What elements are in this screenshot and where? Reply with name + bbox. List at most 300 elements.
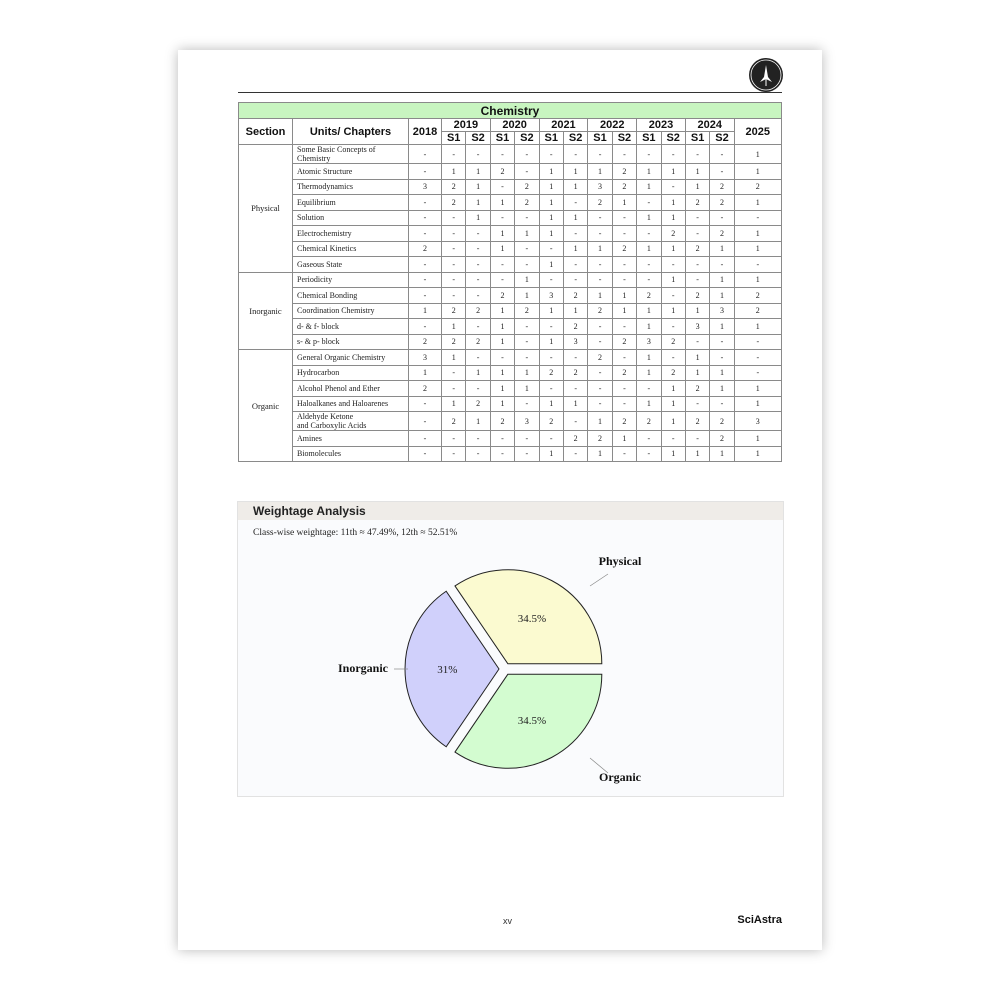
question-count-cell: - (466, 319, 490, 335)
col-header-section: Section (239, 119, 293, 145)
question-count-cell: - (637, 272, 661, 288)
question-count-cell: - (409, 431, 442, 447)
question-count-cell: 2 (539, 365, 563, 381)
chapter-name: Haloalkanes and Haloarenes (293, 396, 409, 412)
question-count-cell: - (612, 319, 636, 335)
col-header-units: Units/ Chapters (293, 119, 409, 145)
question-count-cell: 2 (466, 396, 490, 412)
question-count-cell: 1 (539, 396, 563, 412)
question-count-cell: - (612, 226, 636, 242)
question-count-cell: - (539, 319, 563, 335)
question-count-cell: 2 (442, 179, 466, 195)
chapter-name: Atomic Structure (293, 164, 409, 180)
chapter-name: Coordination Chemistry (293, 303, 409, 319)
question-count-cell: 2 (466, 334, 490, 350)
question-count-cell: 2 (588, 431, 612, 447)
question-count-cell: - (466, 226, 490, 242)
question-count-cell: - (515, 396, 539, 412)
question-count-cell: 1 (661, 303, 685, 319)
question-count-cell: - (442, 210, 466, 226)
question-count-cell: 2 (515, 179, 539, 195)
question-count-cell: 2 (612, 179, 636, 195)
question-count-cell: - (612, 350, 636, 366)
question-count-cell: 1 (612, 303, 636, 319)
chapter-name: General Organic Chemistry (293, 350, 409, 366)
question-count-cell: - (515, 257, 539, 273)
question-count-cell: - (612, 381, 636, 397)
chemistry-pyq-table (238, 102, 782, 462)
question-count-cell: 1 (637, 210, 661, 226)
weightage-pie-chart (238, 502, 783, 796)
question-count-cell: 3 (539, 288, 563, 304)
question-count-cell: 1 (637, 241, 661, 257)
col-header-s1: S1 (490, 132, 514, 145)
question-count-cell: 1 (612, 195, 636, 211)
col-header-year: 2024 (685, 119, 734, 132)
question-count-cell: 1 (734, 319, 781, 335)
chapter-name: Equilibrium (293, 195, 409, 211)
question-count-cell: - (734, 365, 781, 381)
question-count-cell: 1 (490, 195, 514, 211)
question-count-cell: 2 (515, 303, 539, 319)
question-count-cell: - (637, 226, 661, 242)
question-count-cell: - (685, 257, 709, 273)
question-count-cell: 1 (588, 164, 612, 180)
question-count-cell: 2 (563, 319, 587, 335)
question-count-cell: - (409, 257, 442, 273)
question-count-cell: 1 (539, 303, 563, 319)
table-row (239, 241, 782, 257)
question-count-cell: 1 (490, 381, 514, 397)
question-count-cell: 1 (466, 164, 490, 180)
question-count-cell: 1 (490, 303, 514, 319)
question-count-cell: 1 (442, 164, 466, 180)
table-row (239, 195, 782, 211)
question-count-cell: 1 (734, 164, 781, 180)
question-count-cell: - (442, 381, 466, 397)
question-count-cell: - (515, 210, 539, 226)
question-count-cell: - (409, 210, 442, 226)
question-count-cell: - (515, 319, 539, 335)
table-row (239, 350, 782, 366)
question-count-cell: 3 (409, 179, 442, 195)
question-count-cell: 1 (685, 446, 709, 462)
question-count-cell: 2 (612, 365, 636, 381)
question-count-cell: 1 (409, 303, 442, 319)
question-count-cell: - (685, 431, 709, 447)
pie-category-label: Physical (598, 554, 642, 568)
question-count-cell: - (409, 412, 442, 431)
col-header-2025: 2025 (734, 119, 781, 145)
question-count-cell: - (442, 365, 466, 381)
question-count-cell: 1 (490, 226, 514, 242)
question-count-cell: 1 (661, 272, 685, 288)
question-count-cell: 1 (515, 365, 539, 381)
question-count-cell: 1 (442, 319, 466, 335)
document-page (178, 50, 822, 950)
table-row (239, 365, 782, 381)
question-count-cell: - (466, 350, 490, 366)
question-count-cell: 1 (539, 210, 563, 226)
question-count-cell: 1 (710, 446, 734, 462)
question-count-cell: 2 (588, 350, 612, 366)
question-count-cell: 1 (588, 241, 612, 257)
question-count-cell: 2 (612, 241, 636, 257)
question-count-cell: 2 (409, 334, 442, 350)
question-count-cell: - (466, 446, 490, 462)
question-count-cell: - (637, 257, 661, 273)
question-count-cell: 1 (661, 241, 685, 257)
question-count-cell: - (588, 334, 612, 350)
question-count-cell: 2 (710, 412, 734, 431)
chapter-name: Chemical Kinetics (293, 241, 409, 257)
question-count-cell: 1 (588, 446, 612, 462)
chapter-name: Thermodynamics (293, 179, 409, 195)
question-count-cell: 2 (490, 164, 514, 180)
col-header-s1: S1 (539, 132, 563, 145)
question-count-cell: - (409, 164, 442, 180)
question-count-cell: 1 (442, 350, 466, 366)
col-header-s2: S2 (661, 132, 685, 145)
question-count-cell: 2 (490, 288, 514, 304)
question-count-cell: 1 (539, 226, 563, 242)
question-count-cell: - (563, 195, 587, 211)
question-count-cell: - (442, 145, 466, 164)
question-count-cell: 2 (466, 303, 490, 319)
question-count-cell: 1 (710, 272, 734, 288)
question-count-cell: - (409, 145, 442, 164)
question-count-cell: 1 (563, 303, 587, 319)
question-count-cell: - (442, 431, 466, 447)
question-count-cell: - (710, 257, 734, 273)
question-count-cell: - (563, 412, 587, 431)
question-count-cell: - (612, 145, 636, 164)
question-count-cell: 1 (442, 396, 466, 412)
question-count-cell: 1 (661, 195, 685, 211)
question-count-cell: 2 (515, 195, 539, 211)
question-count-cell: 2 (612, 412, 636, 431)
question-count-cell: 3 (685, 319, 709, 335)
question-count-cell: 3 (710, 303, 734, 319)
question-count-cell: - (661, 257, 685, 273)
question-count-cell: - (685, 334, 709, 350)
question-count-cell: - (661, 319, 685, 335)
question-count-cell: - (588, 272, 612, 288)
question-count-cell: - (539, 241, 563, 257)
chapter-name: Aldehyde Ketone and Carboxylic Acids (293, 412, 409, 431)
question-count-cell: - (539, 145, 563, 164)
col-header-year: 2021 (539, 119, 588, 132)
question-count-cell: - (490, 145, 514, 164)
question-count-cell: - (563, 350, 587, 366)
question-count-cell: - (466, 272, 490, 288)
col-header-year: 2019 (442, 119, 491, 132)
question-count-cell: 1 (515, 288, 539, 304)
question-count-cell: 2 (710, 195, 734, 211)
question-count-cell: 1 (637, 365, 661, 381)
chapter-name: Chemical Bonding (293, 288, 409, 304)
question-count-cell: - (710, 334, 734, 350)
question-count-cell: - (734, 350, 781, 366)
question-count-cell: - (588, 210, 612, 226)
question-count-cell: - (442, 288, 466, 304)
question-count-cell: - (490, 350, 514, 366)
brand-name: SciAstra (737, 914, 782, 926)
question-count-cell: 1 (661, 412, 685, 431)
question-count-cell: - (710, 145, 734, 164)
question-count-cell: - (661, 431, 685, 447)
question-count-cell: - (685, 272, 709, 288)
question-count-cell: - (442, 446, 466, 462)
question-count-cell: - (734, 210, 781, 226)
question-count-cell: 3 (637, 334, 661, 350)
question-count-cell: 1 (734, 431, 781, 447)
question-count-cell: 1 (734, 145, 781, 164)
question-count-cell: 2 (685, 241, 709, 257)
table-row (239, 226, 782, 242)
question-count-cell: 3 (563, 334, 587, 350)
question-count-cell: - (734, 257, 781, 273)
question-count-cell: - (539, 431, 563, 447)
table-row (239, 381, 782, 397)
weightage-analysis-panel (237, 501, 784, 797)
question-count-cell: - (710, 210, 734, 226)
question-count-cell: 1 (563, 179, 587, 195)
table-row (239, 412, 782, 431)
question-count-cell: 2 (734, 179, 781, 195)
question-count-cell: 2 (661, 334, 685, 350)
pie-leader-line (590, 574, 608, 586)
col-header-2018: 2018 (409, 119, 442, 145)
chapter-name: Some Basic Concepts of Chemistry (293, 145, 409, 164)
pie-category-label: Organic (599, 770, 641, 784)
question-count-cell: - (515, 164, 539, 180)
question-count-cell: 1 (661, 210, 685, 226)
question-count-cell: - (588, 145, 612, 164)
question-count-cell: 1 (710, 288, 734, 304)
question-count-cell: - (466, 241, 490, 257)
question-count-cell: 1 (637, 396, 661, 412)
question-count-cell: - (661, 179, 685, 195)
question-count-cell: - (409, 446, 442, 462)
question-count-cell: 1 (466, 412, 490, 431)
question-count-cell: 1 (409, 365, 442, 381)
col-header-year: 2023 (637, 119, 686, 132)
question-count-cell: 1 (685, 365, 709, 381)
question-count-cell: 1 (563, 396, 587, 412)
question-count-cell: - (409, 272, 442, 288)
question-count-cell: 1 (490, 319, 514, 335)
col-header-year: 2020 (490, 119, 539, 132)
question-count-cell: 1 (637, 350, 661, 366)
question-count-cell: 3 (515, 412, 539, 431)
question-count-cell: - (515, 241, 539, 257)
question-count-cell: - (588, 319, 612, 335)
question-count-cell: 1 (710, 381, 734, 397)
question-count-cell: 2 (442, 303, 466, 319)
question-count-cell: - (409, 226, 442, 242)
question-count-cell: - (490, 446, 514, 462)
question-count-cell: - (661, 145, 685, 164)
chapter-name: s- & p- block (293, 334, 409, 350)
question-count-cell: 1 (490, 365, 514, 381)
table-row (239, 164, 782, 180)
question-count-cell: 1 (588, 288, 612, 304)
question-count-cell: 2 (490, 412, 514, 431)
question-count-cell: 1 (515, 381, 539, 397)
question-count-cell: 1 (637, 303, 661, 319)
question-count-cell: 1 (685, 164, 709, 180)
section-label: Organic (239, 350, 293, 462)
table-row (239, 396, 782, 412)
question-count-cell: 1 (685, 179, 709, 195)
question-count-cell: 2 (637, 288, 661, 304)
chapter-name: Solution (293, 210, 409, 226)
question-count-cell: - (734, 334, 781, 350)
question-count-cell: - (539, 350, 563, 366)
question-count-cell: - (612, 210, 636, 226)
col-header-year: 2022 (588, 119, 637, 132)
question-count-cell: 1 (515, 272, 539, 288)
table-row (239, 431, 782, 447)
question-count-cell: 1 (539, 334, 563, 350)
question-count-cell: - (466, 381, 490, 397)
chapter-name: Gaseous State (293, 257, 409, 273)
question-count-cell: 2 (661, 226, 685, 242)
question-count-cell: 1 (563, 241, 587, 257)
question-count-cell: - (466, 431, 490, 447)
question-count-cell: 1 (490, 396, 514, 412)
question-count-cell: 1 (637, 179, 661, 195)
chapter-name: Biomolecules (293, 446, 409, 462)
question-count-cell: - (490, 431, 514, 447)
question-count-cell: 1 (734, 226, 781, 242)
col-header-s1: S1 (637, 132, 661, 145)
question-count-cell: - (685, 396, 709, 412)
chapter-name: Alcohol Phenol and Ether (293, 381, 409, 397)
col-header-s1: S1 (685, 132, 709, 145)
question-count-cell: 2 (637, 412, 661, 431)
question-count-cell: 1 (588, 412, 612, 431)
question-count-cell: - (515, 145, 539, 164)
question-count-cell: - (637, 195, 661, 211)
question-count-cell: 1 (661, 381, 685, 397)
class-wise-weightage-note: Class-wise weightage: 11th ≈ 47.49%, 12th ≈ 52.51% (253, 528, 458, 538)
question-count-cell: 1 (710, 319, 734, 335)
question-count-cell: 1 (734, 396, 781, 412)
question-count-cell: 2 (710, 179, 734, 195)
question-count-cell: - (466, 145, 490, 164)
question-count-cell: - (515, 350, 539, 366)
question-count-cell: 2 (442, 412, 466, 431)
chapter-name: Periodicity (293, 272, 409, 288)
question-count-cell: 1 (734, 195, 781, 211)
question-count-cell: 2 (661, 365, 685, 381)
question-count-cell: 2 (409, 381, 442, 397)
question-count-cell: - (612, 257, 636, 273)
question-count-cell: 2 (409, 241, 442, 257)
question-count-cell: 2 (539, 412, 563, 431)
question-count-cell: 1 (734, 446, 781, 462)
question-count-cell: 2 (563, 288, 587, 304)
brand-logo-icon (749, 58, 783, 92)
question-count-cell: - (637, 145, 661, 164)
question-count-cell: 1 (637, 164, 661, 180)
col-header-s2: S2 (515, 132, 539, 145)
question-count-cell: - (661, 350, 685, 366)
question-count-cell: - (563, 446, 587, 462)
question-count-cell: 1 (490, 241, 514, 257)
table-row (239, 210, 782, 226)
col-header-s2: S2 (612, 132, 636, 145)
question-count-cell: 1 (466, 365, 490, 381)
header-rule (238, 92, 782, 93)
question-count-cell: 1 (515, 226, 539, 242)
question-count-cell: 1 (466, 210, 490, 226)
question-count-cell: 1 (466, 195, 490, 211)
question-count-cell: 1 (563, 164, 587, 180)
question-count-cell: 1 (734, 272, 781, 288)
question-count-cell: - (637, 381, 661, 397)
col-header-s2: S2 (710, 132, 734, 145)
table-row (239, 179, 782, 195)
question-count-cell: 1 (563, 210, 587, 226)
col-header-s1: S1 (588, 132, 612, 145)
table-row (239, 319, 782, 335)
question-count-cell: 1 (734, 241, 781, 257)
question-count-cell: - (588, 365, 612, 381)
table-row (239, 272, 782, 288)
question-count-cell: 1 (710, 241, 734, 257)
table-row (239, 145, 782, 164)
chapter-name: d- & f- block (293, 319, 409, 335)
question-count-cell: - (563, 257, 587, 273)
table-body (239, 145, 782, 462)
question-count-cell: - (490, 257, 514, 273)
table-row (239, 288, 782, 304)
question-count-cell: 2 (442, 195, 466, 211)
question-count-cell: - (563, 381, 587, 397)
question-count-cell: - (466, 288, 490, 304)
question-count-cell: 2 (588, 195, 612, 211)
question-count-cell: 3 (409, 350, 442, 366)
table-row (239, 334, 782, 350)
col-header-s2: S2 (563, 132, 587, 145)
section-label: Inorganic (239, 272, 293, 350)
question-count-cell: - (685, 226, 709, 242)
question-count-cell: 2 (442, 334, 466, 350)
question-count-cell: 2 (734, 303, 781, 319)
question-count-cell: - (637, 431, 661, 447)
question-count-cell: 1 (612, 431, 636, 447)
question-count-cell: 1 (539, 257, 563, 273)
question-count-cell: 1 (490, 334, 514, 350)
question-count-cell: 1 (466, 179, 490, 195)
question-count-cell: - (661, 288, 685, 304)
question-count-cell: 1 (661, 164, 685, 180)
question-count-cell: 3 (734, 412, 781, 431)
question-count-cell: 2 (685, 381, 709, 397)
question-count-cell: - (515, 334, 539, 350)
pie-percentage-label: 31% (437, 664, 458, 676)
question-count-cell: - (515, 431, 539, 447)
question-count-cell: 1 (685, 303, 709, 319)
question-count-cell: - (466, 257, 490, 273)
question-count-cell: - (490, 179, 514, 195)
question-count-cell: - (563, 226, 587, 242)
pie-percentage-label: 34.5% (517, 613, 547, 626)
question-count-cell: - (539, 272, 563, 288)
